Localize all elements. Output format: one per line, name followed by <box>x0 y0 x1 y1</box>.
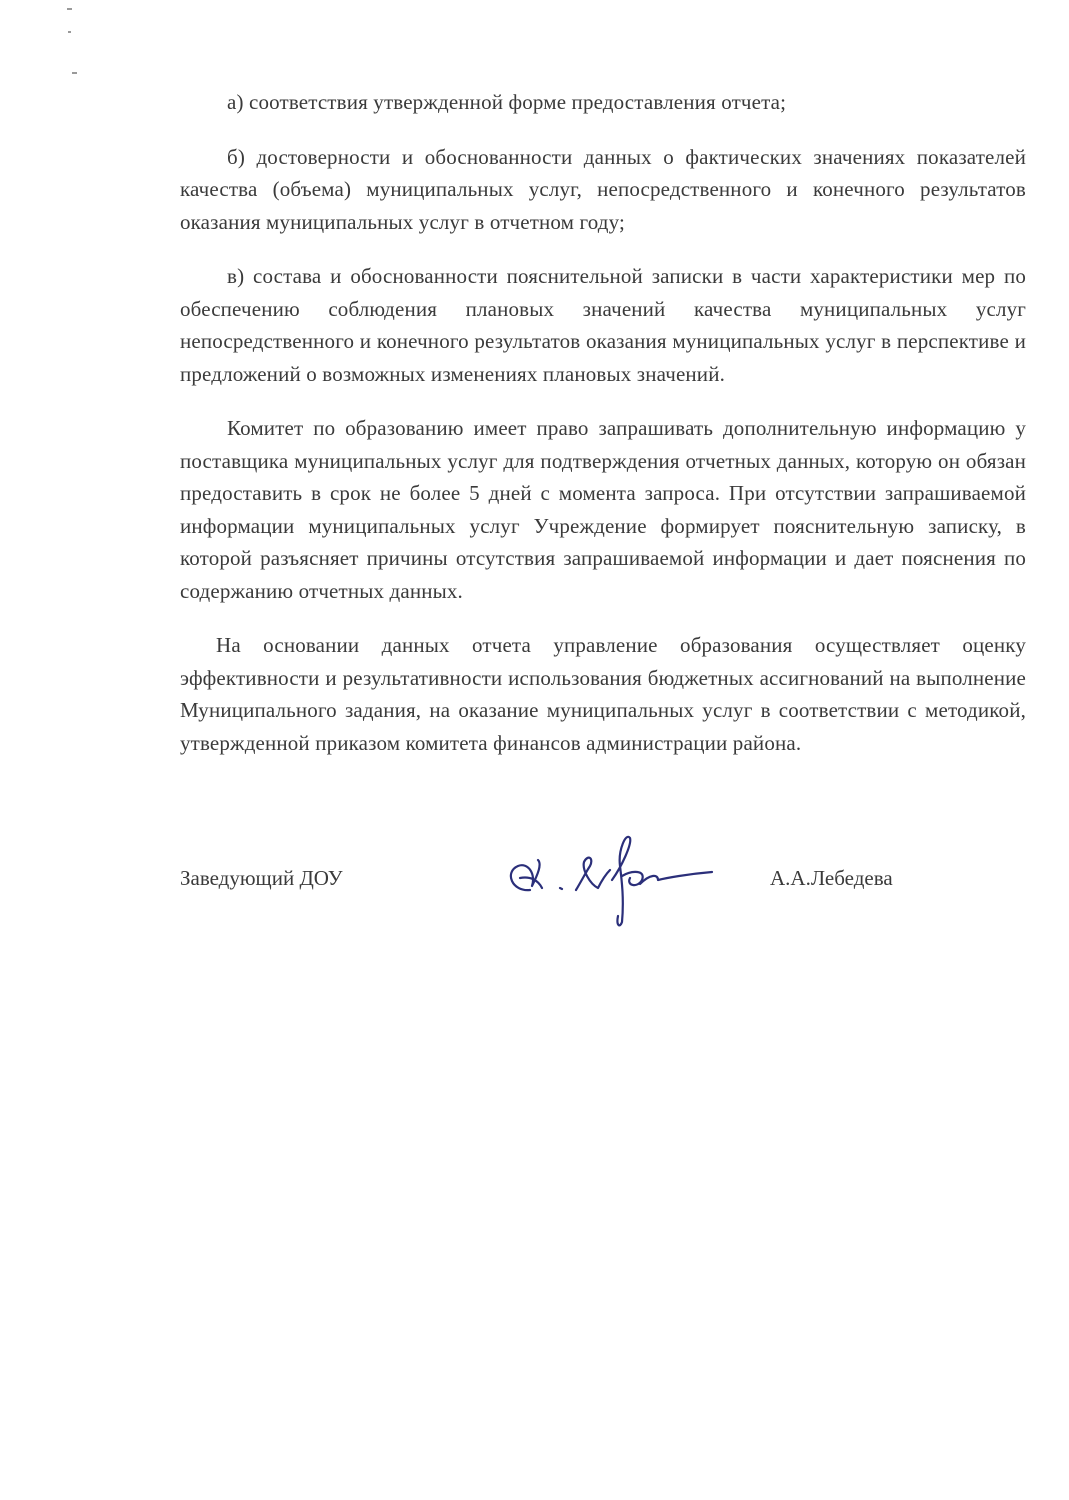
scan-artifact <box>67 8 72 10</box>
scan-artifact <box>72 72 77 74</box>
paragraph-a: а) соответствия утвержденной форме предоставления отчета; <box>227 90 787 114</box>
scan-artifact <box>68 31 71 33</box>
handwritten-signature <box>490 830 720 930</box>
signature-stroke <box>612 837 630 926</box>
paragraph-b: б) достоверности и обоснованности данных о фактических значениях показателей качества (объема) муниципальных услуг, непосредственного и конечного результатов оказания муниципальных услуг в отчетном году; <box>180 144 1026 234</box>
document-body <box>180 86 1026 781</box>
signature-stroke <box>511 860 542 890</box>
signature-stroke <box>560 888 562 889</box>
signature-stroke <box>576 858 610 890</box>
signature-stroke <box>640 872 712 884</box>
paragraph-evaluation: На основании данных отчета управление образования осуществляет оценку эффективности и результативности использования бюджетных ассигнований на выполнение Муниципального задания, на оказание муниципальных услуг в соответствии с методикой, утвержденной приказом комитета финансов администрации района. <box>180 633 1026 755</box>
paragraph-committee-rights: Комитет по образованию имеет право запрашивать дополнительную информацию у поставщика муниципальных услуг для подтверждения отчетных данных, которую он обязан предоставить в срок не более 5 дней с момента запроса. При отсутствии запрашиваемой информации муниципальных услуг Учреждение формирует пояснительную записку, в которой разъясняет причины отсутствия запрашиваемой информации и дает пояснения по содержанию отчетных данных. <box>180 416 1026 603</box>
paragraph-v: в) состава и обоснованности пояснительной записки в части характеристики мер по обеспечению соблюдения плановых значений качества муниципальных услуг непосредственного и конечного результатов оказания муниципальных услуг в перспективе и предложений о возможных изменениях плановых значений. <box>180 264 1026 386</box>
signatory-position: Заведующий ДОУ <box>180 866 343 890</box>
signatory-name: А.А.Лебедева <box>770 866 893 890</box>
